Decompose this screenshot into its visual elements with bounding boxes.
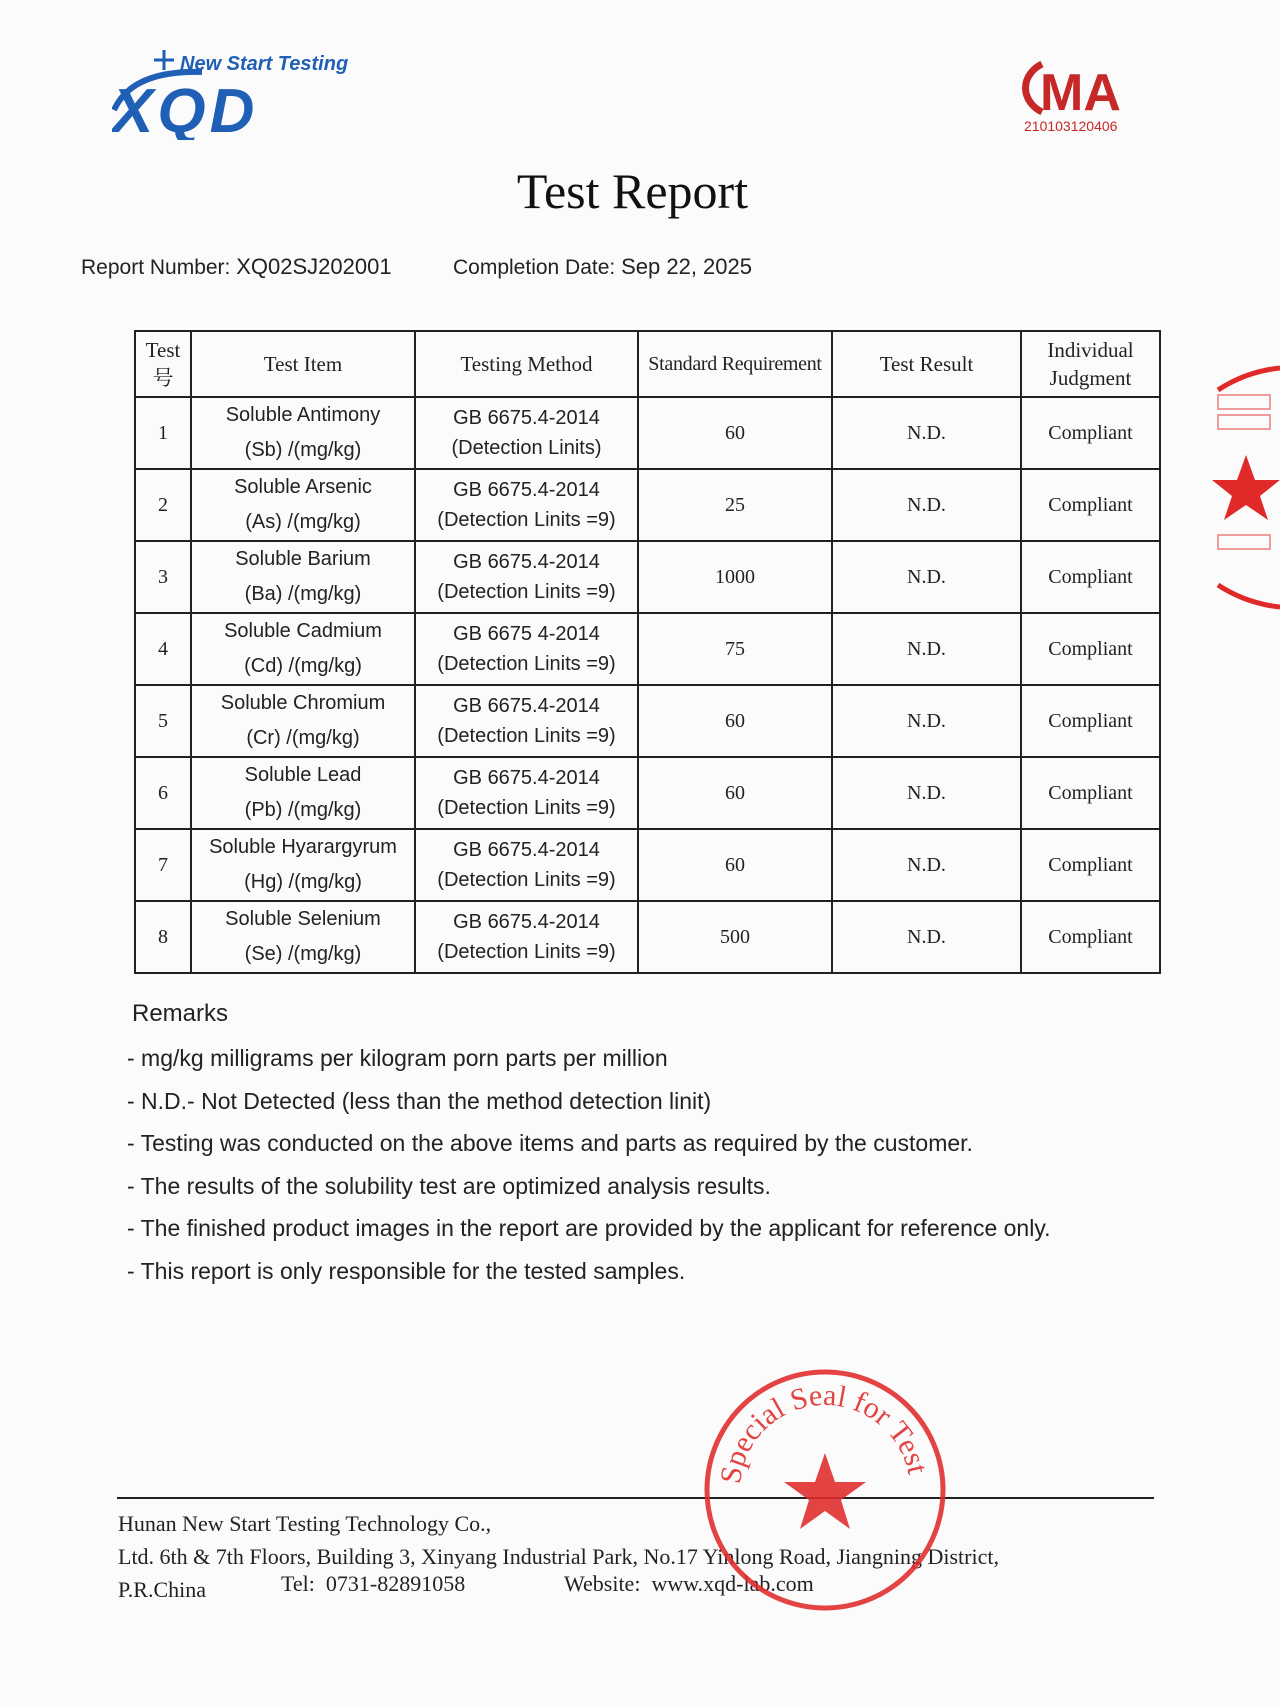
website-value: www.xqd-lab.com bbox=[651, 1571, 814, 1596]
cell-test-item: Soluble Arsenic (As) /(mg/kg) bbox=[191, 469, 415, 541]
cell-standard-requirement: 25 bbox=[638, 469, 832, 541]
special-seal-stamp bbox=[700, 1365, 950, 1615]
cma-number: 210103120406 bbox=[1024, 118, 1118, 134]
cell-judgment: Compliant bbox=[1021, 613, 1160, 685]
cell-testing-method: GB 6675.4-2014 (Detection Linits) bbox=[415, 397, 638, 469]
remark-item: - N.D.- Not Detected (less than the method detection linit) bbox=[127, 1087, 712, 1114]
cell-test-result: N.D. bbox=[832, 397, 1021, 469]
logo-tagline: New Start Testing bbox=[180, 53, 349, 75]
remarks-list bbox=[127, 1037, 1051, 1292]
cell-test-item: Soluble Lead (Pb) /(mg/kg) bbox=[191, 757, 415, 829]
footer-tel bbox=[281, 1571, 465, 1597]
cell-test-result: N.D. bbox=[832, 469, 1021, 541]
cell-testing-method: GB 6675.4-2014 (Detection Linits =9) bbox=[415, 829, 638, 901]
report-number-label: Report Number: bbox=[81, 256, 231, 279]
table-row bbox=[135, 901, 1160, 973]
star-icon bbox=[784, 1453, 866, 1529]
cell-testing-method: GB 6675.4-2014 (Detection Linits =9) bbox=[415, 685, 638, 757]
remarks-heading: Remarks bbox=[132, 1000, 229, 1027]
tel-label: Tel: bbox=[281, 1571, 315, 1596]
remark-item: - Testing was conducted on the above items and parts as required by the customer. bbox=[127, 1130, 973, 1156]
footer-address: Ltd. 6th & 7th Floors, Building 3, Xinyang Industrial Park, No.17 Yinlong Road, Jiangning District, bbox=[118, 1544, 999, 1569]
table-row bbox=[135, 541, 1160, 613]
footer-country: P.R.China bbox=[118, 1577, 207, 1602]
cell-standard-requirement: 60 bbox=[638, 685, 832, 757]
cell-testing-method: GB 6675.4-2014 (Detection Linits =9) bbox=[415, 541, 638, 613]
cell-standard-requirement: 60 bbox=[638, 829, 832, 901]
cell-judgment: Compliant bbox=[1021, 829, 1160, 901]
remark-item: - mg/kg milligrams per kilogram porn parts per million bbox=[127, 1045, 668, 1071]
cell-test-item: Soluble Hyarargyrum (Hg) /(mg/kg) bbox=[191, 829, 415, 901]
cell-test-result: N.D. bbox=[832, 757, 1021, 829]
website-label: Website: bbox=[564, 1571, 641, 1596]
cell-test-result: N.D. bbox=[832, 613, 1021, 685]
cell-standard-requirement: 60 bbox=[638, 397, 832, 469]
cell-test-no: 6 bbox=[135, 757, 191, 829]
cell-test-no: 8 bbox=[135, 901, 191, 973]
cell-test-item: Soluble Cadmium (Cd) /(mg/kg) bbox=[191, 613, 415, 685]
tel-value: 0731-82891058 bbox=[325, 1571, 466, 1596]
table-row bbox=[135, 397, 1160, 469]
header-judgment: Individual Judgment bbox=[1021, 331, 1160, 397]
table-row bbox=[135, 829, 1160, 901]
footer-divider bbox=[117, 1497, 1154, 1499]
partial-seal-edge bbox=[1210, 360, 1280, 615]
cell-standard-requirement: 500 bbox=[638, 901, 832, 973]
remark-item: - The results of the solubility test are optimized analysis results. bbox=[127, 1172, 771, 1199]
cell-judgment: Compliant bbox=[1021, 685, 1160, 757]
cell-testing-method: GB 6675.4-2014 (Detection Linits =9) bbox=[415, 469, 638, 541]
cell-testing-method: GB 6675.4-2014 (Detection Linits =9) bbox=[415, 901, 638, 973]
cma-label: MA bbox=[1040, 64, 1121, 122]
table-row bbox=[135, 757, 1160, 829]
table-row bbox=[135, 685, 1160, 757]
cell-testing-method: GB 6675 4-2014 (Detection Linits =9) bbox=[415, 613, 638, 685]
completion-date-value: Sep 22, 2025 bbox=[621, 254, 752, 279]
cell-standard-requirement: 75 bbox=[638, 613, 832, 685]
cell-test-result: N.D. bbox=[832, 541, 1021, 613]
completion-date bbox=[453, 254, 752, 280]
cell-test-no: 2 bbox=[135, 469, 191, 541]
cell-judgment: Compliant bbox=[1021, 901, 1160, 973]
cell-judgment: Compliant bbox=[1021, 469, 1160, 541]
table-row bbox=[135, 469, 1160, 541]
completion-date-label: Completion Date: bbox=[453, 256, 616, 279]
header-test-no: Test 号 bbox=[135, 331, 191, 397]
cell-test-no: 5 bbox=[135, 685, 191, 757]
cell-test-item: Soluble Chromium (Cr) /(mg/kg) bbox=[191, 685, 415, 757]
remarks-section bbox=[127, 1000, 1051, 1292]
table-header-row bbox=[135, 331, 1160, 397]
logo-mark: XQD bbox=[112, 77, 259, 140]
cell-test-item: Soluble Antimony (Sb) /(mg/kg) bbox=[191, 397, 415, 469]
cell-judgment: Compliant bbox=[1021, 397, 1160, 469]
company-logo bbox=[112, 40, 352, 140]
header-testing-method: Testing Method bbox=[415, 331, 638, 397]
cell-test-no: 1 bbox=[135, 397, 191, 469]
header-test-item: Test Item bbox=[191, 331, 415, 397]
cell-test-no: 7 bbox=[135, 829, 191, 901]
remark-item: - This report is only responsible for the tested samples. bbox=[127, 1257, 686, 1284]
report-number-value: XQ02SJ202001 bbox=[236, 254, 392, 279]
cell-test-no: 3 bbox=[135, 541, 191, 613]
header-test-result: Test Result bbox=[832, 331, 1021, 397]
cell-test-item: Soluble Barium (Ba) /(mg/kg) bbox=[191, 541, 415, 613]
seal-text: Special Seal for Test bbox=[714, 1378, 935, 1486]
cell-test-no: 4 bbox=[135, 613, 191, 685]
cell-testing-method: GB 6675.4-2014 (Detection Linits =9) bbox=[415, 757, 638, 829]
cell-judgment: Compliant bbox=[1021, 541, 1160, 613]
cell-judgment: Compliant bbox=[1021, 757, 1160, 829]
cell-test-result: N.D. bbox=[832, 901, 1021, 973]
page-title: Test Report bbox=[516, 163, 749, 219]
cell-test-result: N.D. bbox=[832, 829, 1021, 901]
remark-item: - The finished product images in the report are provided by the applicant for reference only. bbox=[127, 1215, 1051, 1241]
cma-certification-mark bbox=[1018, 52, 1140, 142]
cell-standard-requirement: 60 bbox=[638, 757, 832, 829]
results-table bbox=[134, 330, 1161, 974]
footer-company: Hunan New Start Testing Technology Co., bbox=[118, 1511, 492, 1536]
header-standard-requirement: Standard Requirement bbox=[638, 331, 832, 397]
star-icon bbox=[1212, 455, 1280, 520]
cell-standard-requirement: 1000 bbox=[638, 541, 832, 613]
cell-test-result: N.D. bbox=[832, 685, 1021, 757]
table-row bbox=[135, 613, 1160, 685]
cell-test-item: Soluble Selenium (Se) /(mg/kg) bbox=[191, 901, 415, 973]
report-number bbox=[81, 254, 392, 280]
